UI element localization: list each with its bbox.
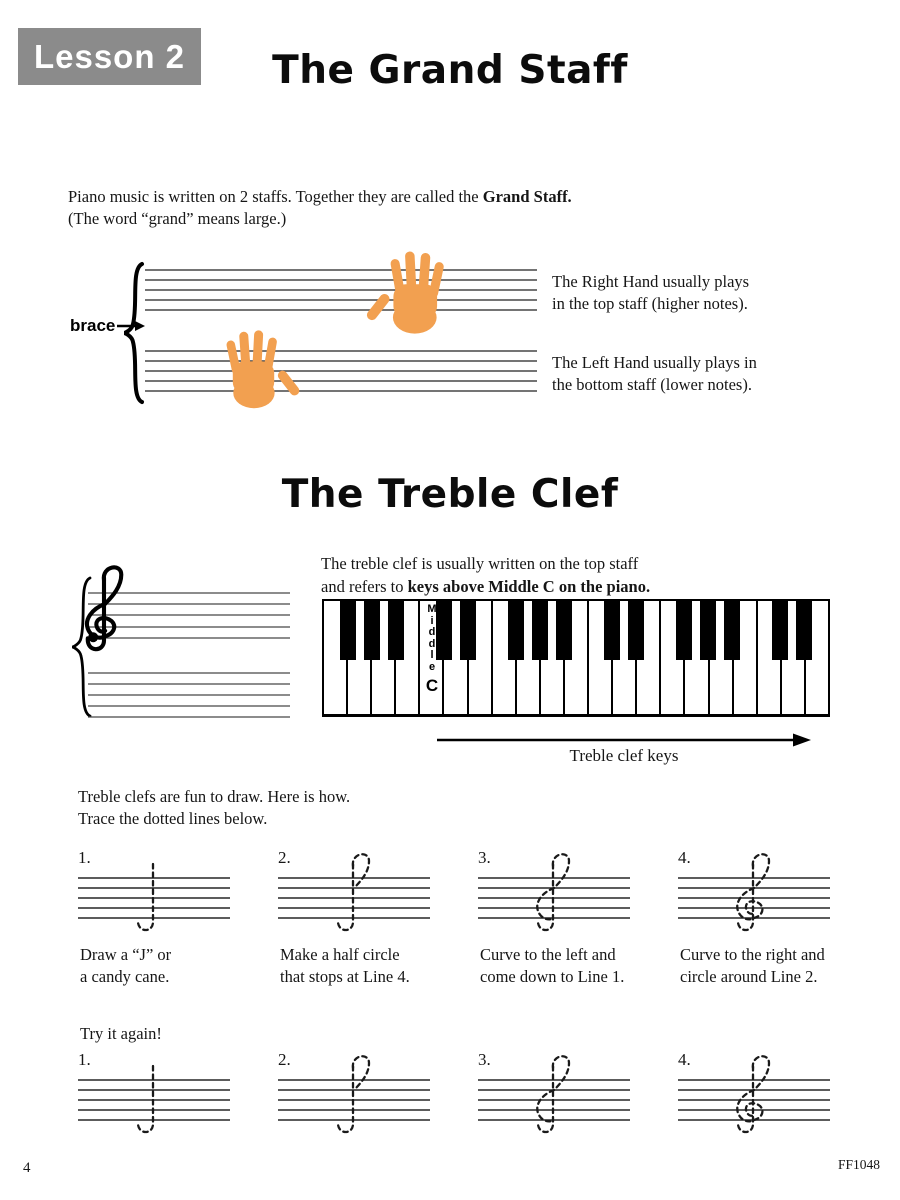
piano-black-key [388,601,404,660]
exercise-staff [473,1045,635,1145]
piano-black-key [772,601,788,660]
piano-black-key [604,601,620,660]
exercise-number: 4. [678,1050,691,1069]
exercise-number: 4. [678,848,691,867]
exercise-number: 2. [278,1050,291,1069]
exercise-caption: Draw a “J” or a candy cane. [80,945,172,986]
piano-black-key [532,601,548,660]
grand-staff-figure [60,245,560,415]
treble-clef-trace-path [338,1066,353,1132]
treble-clef-trace-path [353,854,369,888]
page-title: The Grand Staff [272,48,628,93]
treble-clef-trace-path [553,1056,569,1090]
exercise-staff [273,843,435,943]
treble-clef-trace-path [138,864,153,930]
treble-clef-title: The Treble Clef [281,472,619,517]
page-number: 4 [23,1160,31,1176]
piano-black-key [724,601,740,660]
exercise-number: 1. [78,1050,91,1069]
treble-staff-figure [58,560,308,730]
treble-clef-trace-path [138,1066,153,1132]
exercise-staff [673,1045,835,1145]
piano-black-key [628,601,644,660]
intro-line1: Piano music is written on 2 staffs. Together they are called the Grand Staff. [68,187,572,206]
intro-paragraph [68,186,572,230]
treble-keys-caption: Treble clef keys [569,746,679,765]
exercise-number: 2. [278,848,291,867]
brace-icon [72,578,90,716]
exercise-caption: Curve to the right and circle around Line 2. [680,945,825,986]
exercise-caption: Curve to the left and come down to Line 1. [480,945,625,986]
exercise-number: 3. [478,1050,491,1069]
treble-clef-trace-path [753,854,769,888]
treble-clef-trace-path [746,1103,763,1120]
piano-black-key [460,601,476,660]
right-hand-text: The Right Hand usually plays in the top staff (higher notes). [552,272,750,313]
intro-line2: (The word “grand” means large.) [68,209,287,228]
right-hand-icon [365,251,445,333]
catalog-number: FF1048 [838,1157,881,1172]
try-again-label: Try it again! [80,1024,162,1043]
drawing-intro: Treble clefs are fun to draw. Here is how. Trace the dotted lines below. [78,787,351,828]
treble-clef-trace-path [746,901,763,918]
piano-black-key [556,601,572,660]
left-hand-icon [226,330,301,408]
treble-intro: The treble clef is usually written on the top staff and refers to keys above Middle C on the piano. [321,554,651,596]
exercise-staff [73,843,235,943]
piano-black-key [508,601,524,660]
piano-black-key [676,601,692,660]
piano-black-key [364,601,380,660]
treble-clef-trace-path [537,888,554,919]
exercise-caption: Make a half circle that stops at Line 4. [280,945,410,986]
treble-clef-trace-path [338,864,353,930]
treble-clef-trace-path [753,1056,769,1090]
exercise-staff [73,1045,235,1145]
staff-lines [145,270,537,391]
treble-clef-trace-path [553,854,569,888]
brace-label: brace [70,316,145,336]
piano-black-key [700,601,716,660]
lesson-badge: Lesson 2 [18,28,201,85]
exercise-number: 3. [478,848,491,867]
brace-icon [124,264,142,402]
piano-keyboard [322,599,830,717]
staff-lines [88,593,290,717]
treble-clef-icon [87,567,121,649]
exercise-staff [473,843,635,943]
piano-black-key [796,601,812,660]
exercise-staff [673,843,835,943]
exercise-number: 1. [78,848,91,867]
piano-black-key [340,601,356,660]
treble-clef-trace-path [537,1090,554,1121]
exercise-staff [273,1045,435,1145]
left-hand-text: The Left Hand usually plays in the bottom staff (lower notes). [552,353,757,394]
treble-clef-trace-path [353,1056,369,1090]
middle-c-label: M i d d l e C [425,603,439,695]
